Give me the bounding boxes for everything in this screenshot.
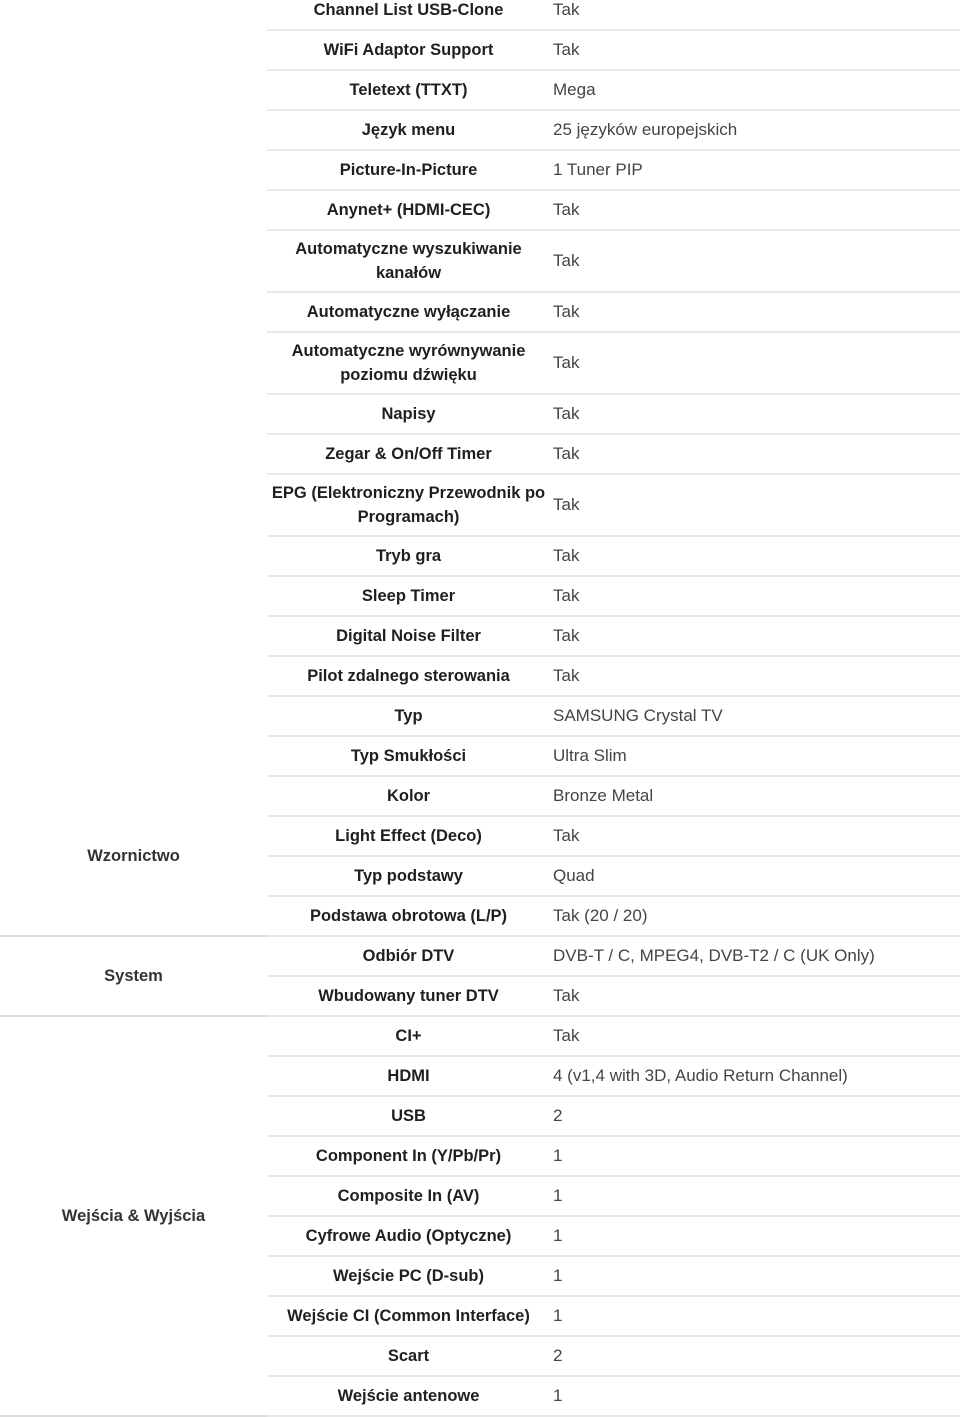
spec-label: EPG (Elektroniczny Przewodnik po Programach) [267,474,550,536]
spec-label: Channel List USB-Clone [267,0,550,30]
spec-label: Podstawa obrotowa (L/P) [267,896,550,936]
spec-value: 1 [550,1216,960,1256]
group-cell-empty [0,110,267,150]
spec-row [0,332,960,394]
spec-value: Ultra Slim [550,736,960,776]
spec-row [0,696,960,736]
spec-value: 1 Tuner PIP [550,150,960,190]
spec-value: Tak [550,394,960,434]
spec-label: Napisy [267,394,550,434]
spec-value: Tak [550,0,960,30]
spec-label: Typ podstawy [267,856,550,896]
spec-row [0,30,960,70]
group-cell-empty [0,150,267,190]
spec-label: HDMI [267,1056,550,1096]
spec-label: Wejście antenowe [267,1376,550,1416]
spec-value: Tak [550,230,960,292]
spec-label: Picture-In-Picture [267,150,550,190]
spec-label: Kolor [267,776,550,816]
group-cell-empty [0,576,267,616]
spec-value: 2 [550,1336,960,1376]
spec-value: Tak [550,434,960,474]
group-cell-empty [0,474,267,536]
spec-value: Tak [550,292,960,332]
spec-value: Tak [550,976,960,1016]
spec-label: Scart [267,1336,550,1376]
spec-row [0,150,960,190]
group-title-wejscia: Wejścia & Wyjścia [0,1016,267,1416]
spec-label: Cyfrowe Audio (Optyczne) [267,1216,550,1256]
spec-label: Typ [267,696,550,736]
spec-label: Component In (Y/Pb/Pr) [267,1136,550,1176]
group-cell-empty [0,736,267,776]
spec-value: Tak [550,190,960,230]
spec-value: Bronze Metal [550,776,960,816]
spec-value: Tak [550,474,960,536]
group-title-wzornictwo: Wzornictwo [0,776,267,936]
spec-value: DVB-T / C, MPEG4, DVB-T2 / C (UK Only) [550,936,960,976]
spec-label: USB [267,1096,550,1136]
spec-value: 1 [550,1136,960,1176]
spec-row [0,230,960,292]
spec-value: 25 języków europejskich [550,110,960,150]
spec-label: Typ Smukłości [267,736,550,776]
group-cell-empty [0,616,267,656]
spec-value: SAMSUNG Crystal TV [550,696,960,736]
spec-row [0,434,960,474]
spec-label: Automatyczne wyrównywanie poziomu dźwięku [267,332,550,394]
spec-value: Mega [550,70,960,110]
spec-value: Tak [550,656,960,696]
spec-label: Composite In (AV) [267,1176,550,1216]
spec-row [0,616,960,656]
spec-value: Tak [550,332,960,394]
spec-row [0,736,960,776]
spec-label: Pilot zdalnego sterowania [267,656,550,696]
spec-row [0,936,960,976]
group-title-system: System [0,936,267,1016]
spec-label: Tryb gra [267,536,550,576]
spec-label: Teletext (TTXT) [267,70,550,110]
group-cell-empty [0,536,267,576]
spec-value: 4 (v1,4 with 3D, Audio Return Channel) [550,1056,960,1096]
spec-row [0,576,960,616]
spec-label: CI+ [267,1016,550,1056]
spec-value: Quad [550,856,960,896]
spec-value: Tak (20 / 20) [550,896,960,936]
group-cell-empty [0,656,267,696]
spec-value: Tak [550,1016,960,1056]
spec-row [0,190,960,230]
spec-row [0,110,960,150]
spec-label: Wbudowany tuner DTV [267,976,550,1016]
spec-label: WiFi Adaptor Support [267,30,550,70]
spec-label: Zegar & On/Off Timer [267,434,550,474]
group-cell-empty [0,190,267,230]
spec-value: Tak [550,816,960,856]
spec-row [0,0,960,30]
group-cell-empty [0,0,267,30]
spec-label: Język menu [267,110,550,150]
group-cell-empty [0,230,267,292]
spec-row [0,292,960,332]
spec-label: Light Effect (Deco) [267,816,550,856]
spec-label: Automatyczne wyłączanie [267,292,550,332]
spec-row [0,394,960,434]
spec-label: Anynet+ (HDMI-CEC) [267,190,550,230]
spec-value: 2 [550,1096,960,1136]
spec-row [0,474,960,536]
group-cell-empty [0,696,267,736]
spec-value: 1 [550,1376,960,1416]
spec-row [0,776,960,816]
spec-value: Tak [550,616,960,656]
group-cell-empty [0,394,267,434]
spec-value: 1 [550,1296,960,1336]
spec-row [0,70,960,110]
spec-row [0,536,960,576]
group-cell-empty [0,434,267,474]
spec-label: Wejście PC (D-sub) [267,1256,550,1296]
group-cell-empty [0,332,267,394]
spec-row [0,656,960,696]
spec-value: Tak [550,576,960,616]
group-cell-empty [0,292,267,332]
spec-value: Tak [550,536,960,576]
group-cell-empty [0,70,267,110]
group-cell-empty [0,30,267,70]
spec-value: 1 [550,1256,960,1296]
spec-label: Wejście CI (Common Interface) [267,1296,550,1336]
spec-value: Tak [550,30,960,70]
spec-row [0,1016,960,1056]
spec-label: Automatyczne wyszukiwanie kanałów [267,230,550,292]
spec-value: 1 [550,1176,960,1216]
spec-label: Digital Noise Filter [267,616,550,656]
spec-label: Sleep Timer [267,576,550,616]
spec-label: Odbiór DTV [267,936,550,976]
